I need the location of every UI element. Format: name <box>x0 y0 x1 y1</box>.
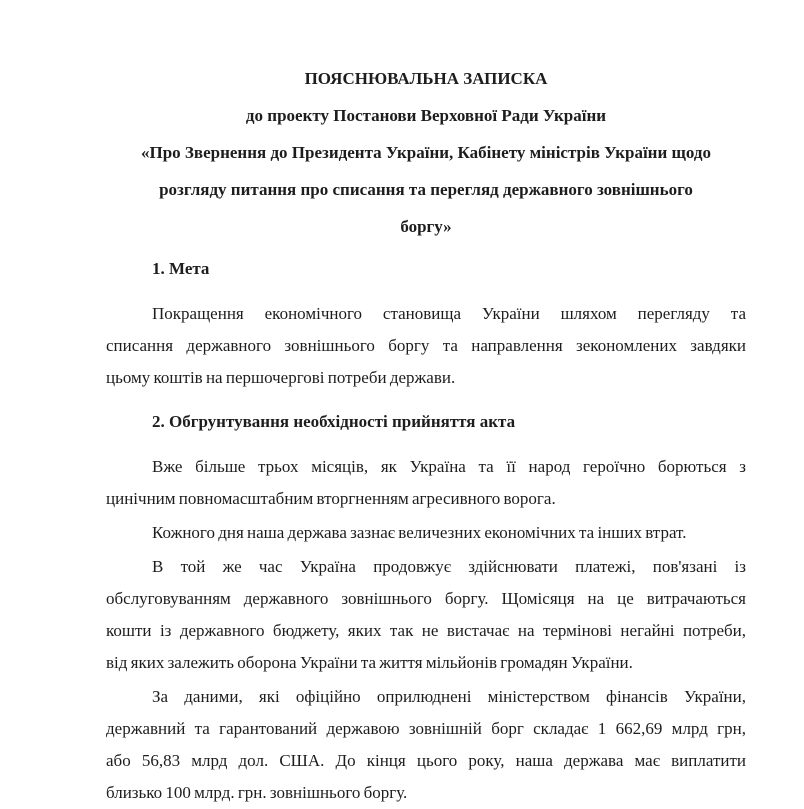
text-line: цьому коштів на першочергові потреби держави. <box>106 368 456 387</box>
text-line: обслуговуванням державного зовнішнього боргу. Щомісяця на це витрачаються <box>106 589 746 608</box>
text-line: або 56,83 млрд дол. США. До кінця цього року, наша держава має виплатити <box>106 751 746 770</box>
text-line: державний та гарантований державою зовнішній борг складає 1 662,69 млрд грн, <box>106 719 746 738</box>
section-justification <box>106 406 746 809</box>
section-1-heading: 1. Мета <box>152 259 210 278</box>
text-line: Вже більше трьох місяців, як Україна та її народ героїчно борються з <box>152 457 746 476</box>
title-line-1: ПОЯСНЮВАЛЬНА ЗАПИСКА <box>304 69 548 88</box>
paragraph <box>106 517 746 549</box>
text-line: Кожного дня наша держава зазнає величезних економічних та інших втрат. <box>152 523 687 542</box>
title-line-3: «Про Звернення до Президента України, Кабінету міністрів України щодо <box>141 143 711 162</box>
text-line: близько 100 млрд. грн. зовнішнього боргу. <box>106 783 408 802</box>
section-2-heading: 2. Обгрунтування необхідності прийняття акта <box>152 412 516 431</box>
title-line-2: до проекту Постанови Верховної Ради України <box>245 106 607 125</box>
text-line: кошти із державного бюджету, яких так не вистачає на термінові негайні потреби, <box>106 621 746 640</box>
paragraph <box>106 551 746 679</box>
title-line-5: боргу» <box>400 217 452 236</box>
text-line: цинічним повномасштабним вторгненням агресивного ворога. <box>106 489 556 508</box>
paragraph <box>106 298 746 394</box>
title-line-4: розгляду питання про списання та перегляд державного зовнішнього <box>159 180 693 199</box>
paragraph <box>106 451 746 515</box>
text-line: За даними, які офіційно оприлюднені міністерством фінансів України, <box>152 687 746 706</box>
document-title <box>106 60 746 245</box>
text-line: від яких залежить оборона України та життя мільйонів громадян України. <box>106 653 633 672</box>
text-line: В той же час Україна продовжує здійснювати платежі, пов'язані із <box>152 557 746 576</box>
section-meta <box>106 253 746 394</box>
paragraph <box>106 681 746 809</box>
text-line: списання державного зовнішнього боргу та направлення зекономлених завдяки <box>106 336 746 355</box>
text-line: Покращення економічного становища України шляхом перегляду та <box>152 304 746 323</box>
